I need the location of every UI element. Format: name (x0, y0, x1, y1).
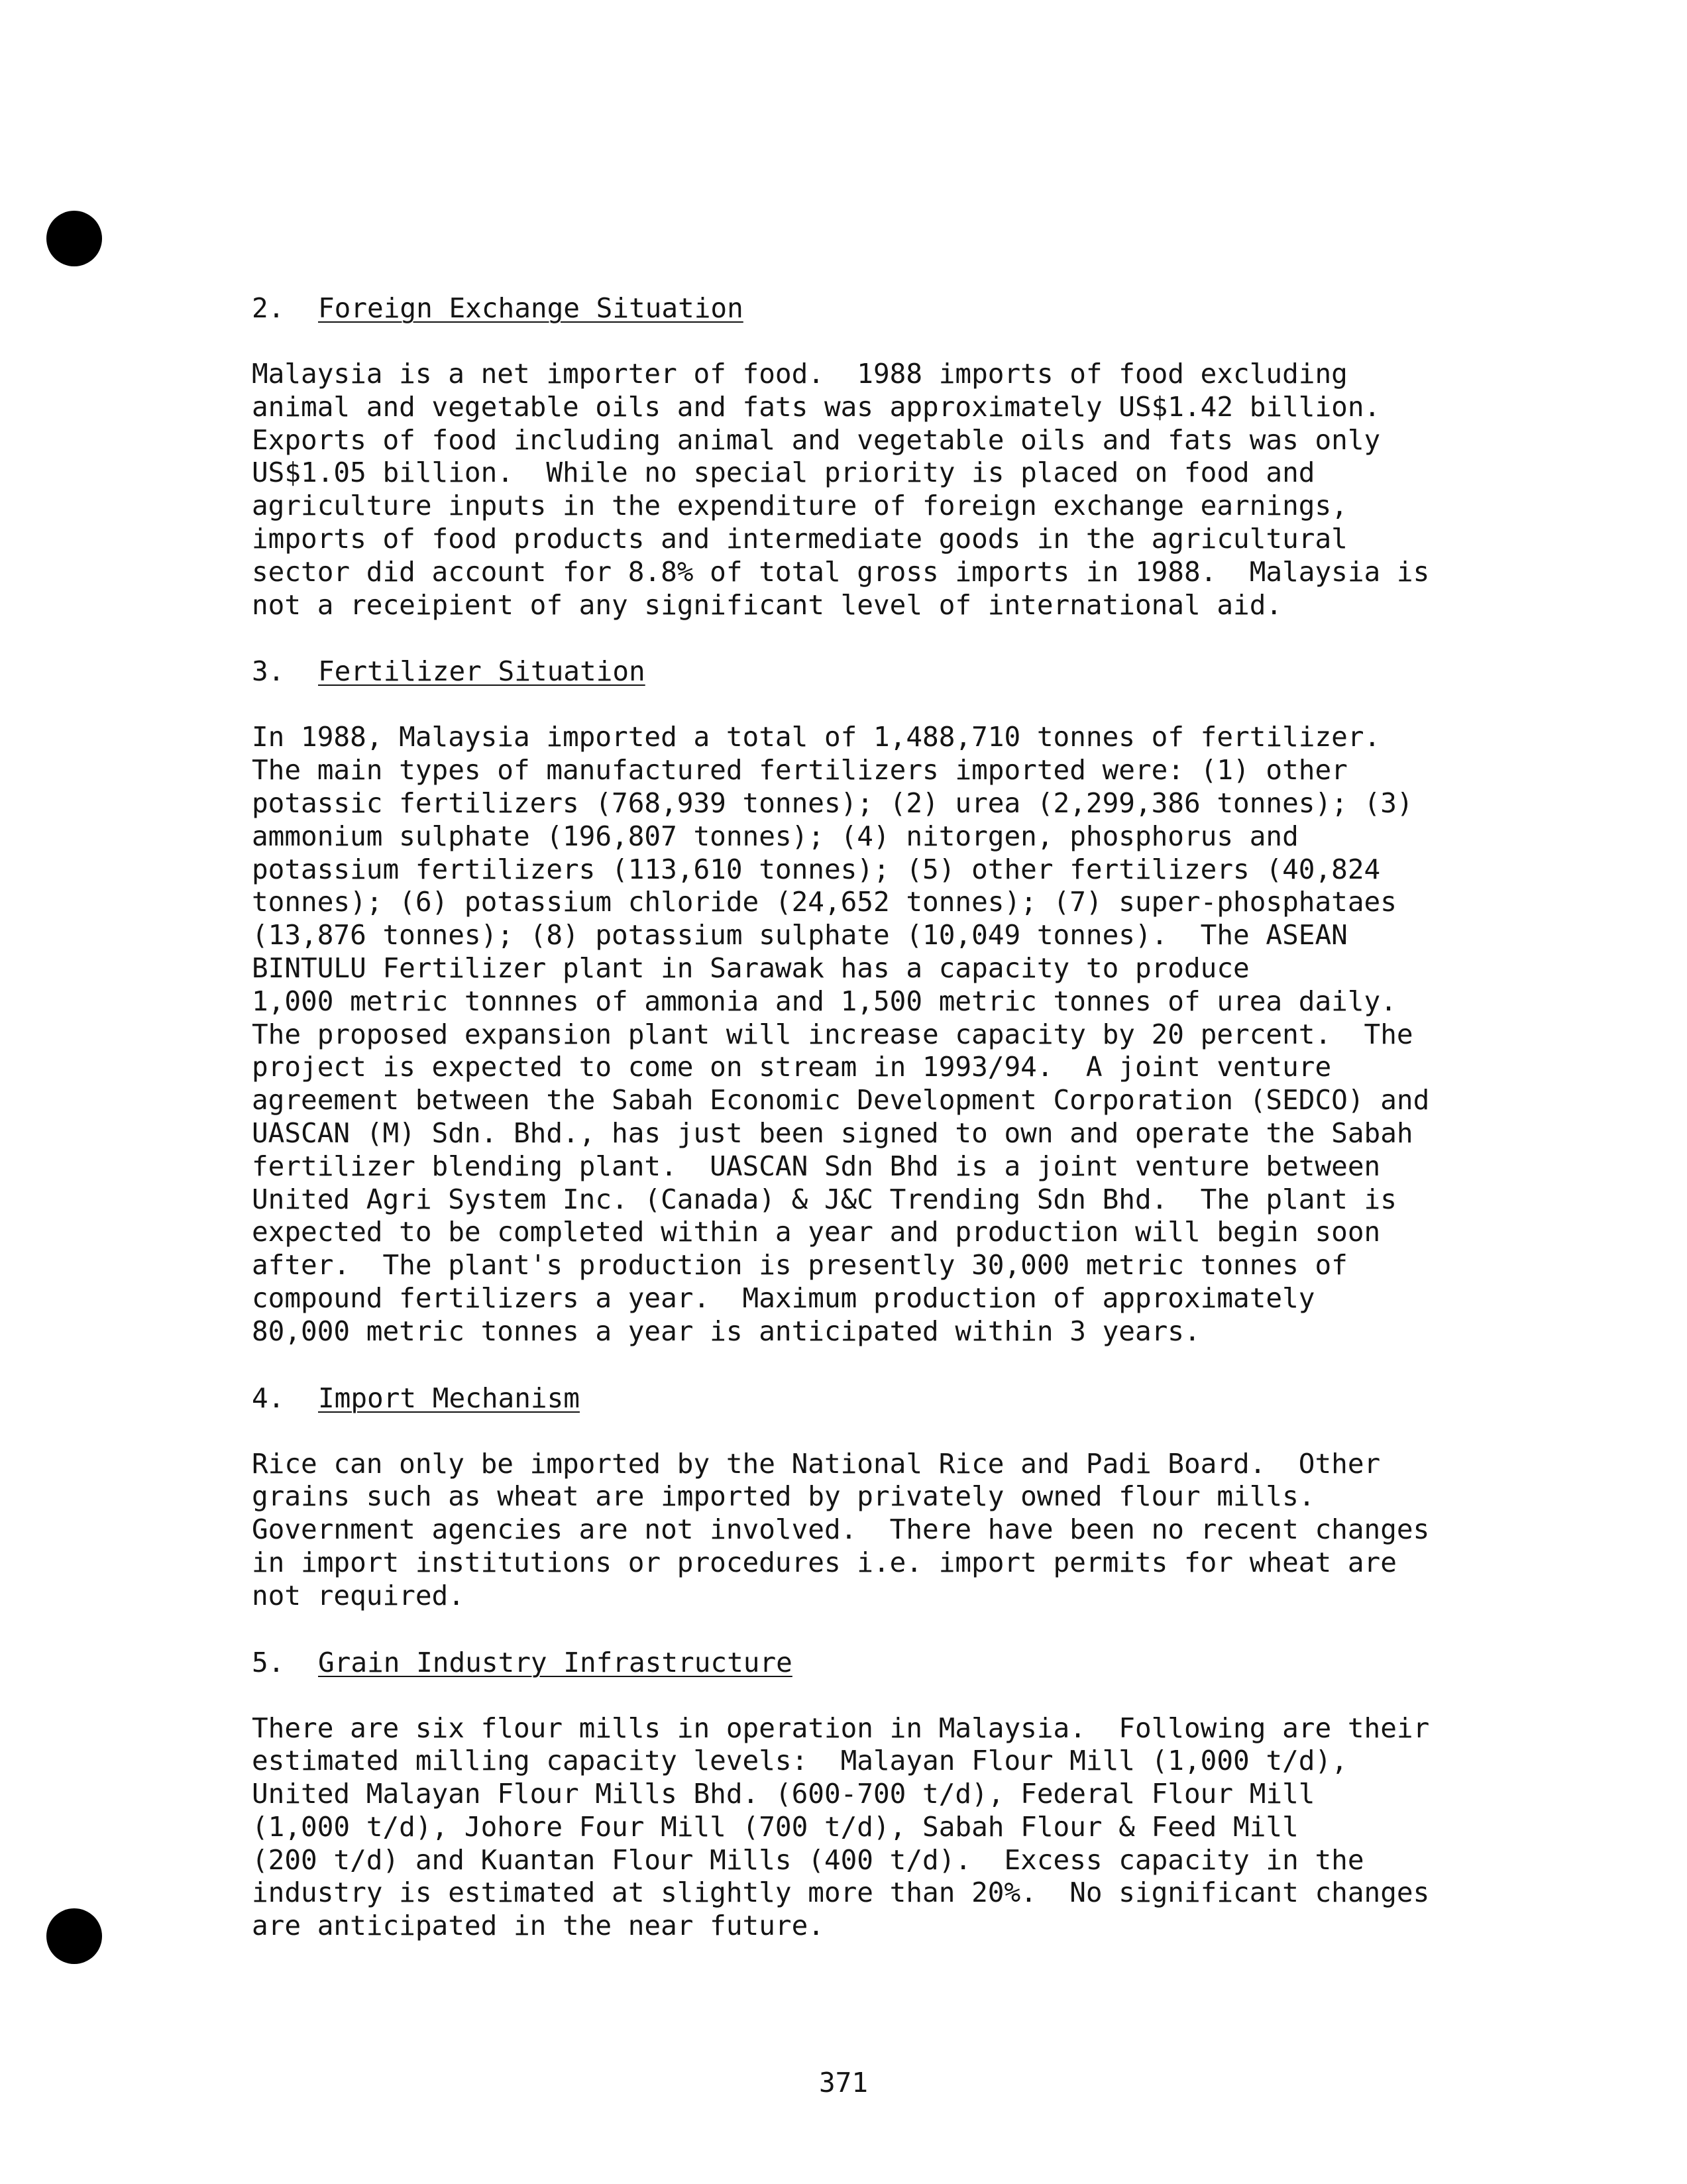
section-number: 2. (252, 292, 285, 324)
section-grain-infrastructure (252, 1646, 1551, 1943)
page-content (252, 292, 1551, 1976)
section-number: 4. (252, 1382, 285, 1414)
punch-hole-top (46, 211, 102, 266)
section-number: 3. (252, 655, 285, 688)
section-title: Grain Industry Infrastructure (318, 1646, 792, 1678)
section-title: Foreign Exchange Situation (318, 292, 743, 324)
section-body: There are six flour mills in operation in Malaysia. Following are their estimated milling capacity levels: Malayan Flour Mill (1,000 t/d), United Malayan Flour Mills Bhd. (600-700 t/d), Federal Flour Mill (1,000 t/d), Johore Four Mill (700 t/d), Sabah Flour & Feed Mill (200 t/d) and Kuantan Flour Mills (400 t/d). Excess capacity in the industry is estimated at slightly more than 20%. No significant changes are anticipated in the near future. (252, 1712, 1430, 1942)
section-heading (252, 1646, 1551, 1679)
page-number: 371 (818, 2067, 869, 2099)
section-fertilizer (252, 655, 1551, 1348)
section-body: Malaysia is a net importer of food. 1988 imports of food excluding animal and vegetable oils and fats was approximately US$1.42 billion. Exports of food including animal and vegetable oils and fats was only US$1.05 billion. While no special priority is placed on food and agriculture inputs in the expenditure of foreign exchange earnings, imports of food products and intermediate goods in the agricultural sector did account for 8.8% of total gross imports in 1988. Malaysia is not a receipient of any significant level of international aid. (252, 358, 1430, 621)
section-heading (252, 655, 1551, 688)
section-heading (252, 1382, 1551, 1415)
section-title: Fertilizer Situation (318, 655, 645, 688)
section-foreign-exchange (252, 292, 1551, 622)
punch-hole-bottom (46, 1908, 102, 1964)
section-body: In 1988, Malaysia imported a total of 1,488,710 tonnes of fertilizer. The main types of manufactured fertilizers imported were: (1) other potassic fertilizers (768,939 tonnes); (2) urea (2,299,386 tonnes); (3) ammonium sulphate (196,807 tonnes); (4) nitorgen, phosphorus and potassium fertilizers (113,610 tonnes); (5) other fertilizers (40,824 tonnes); (6) potassium chloride (24,652 tonnes); (7) super-phosphataes (13,876 tonnes); (8) potassium sulphate (10,049 tonnes). The ASEAN BINTULU Fertilizer plant in Sarawak has a capacity to produce 1,000 metric tonnnes of ammonia and 1,500 metric tonnes of urea daily. The proposed expansion plant will increase capacity by 20 percent. The project is expected to come on stream in 1993/94. A joint venture agreement between the Sabah Economic Development Corporation (SEDCO) and UASCAN (M) Sdn. Bhd., has just been signed to own and operate the Sabah fertilizer blending plant. UASCAN Sdn Bhd is a joint venture between United Agri System Inc. (Canada) & J&C Trending Sdn Bhd. The plant is expected to be completed within a year and production will begin soon after. The plant's production is presently 30,000 metric tonnes of compound fertilizers a year. Maximum production of approximately 80,000 metric tonnes a year is anticipated within 3 years. (252, 721, 1430, 1347)
section-title: Import Mechanism (318, 1382, 580, 1414)
section-body: Rice can only be imported by the National Rice and Padi Board. Other grains such as wheat are imported by privately owned flour mills. Government agencies are not involved. There have been no recent changes in import institutions or procedures i.e. import permits for wheat are not required. (252, 1447, 1430, 1611)
section-import-mechanism (252, 1382, 1551, 1613)
section-number: 5. (252, 1646, 285, 1678)
section-heading (252, 292, 1551, 325)
